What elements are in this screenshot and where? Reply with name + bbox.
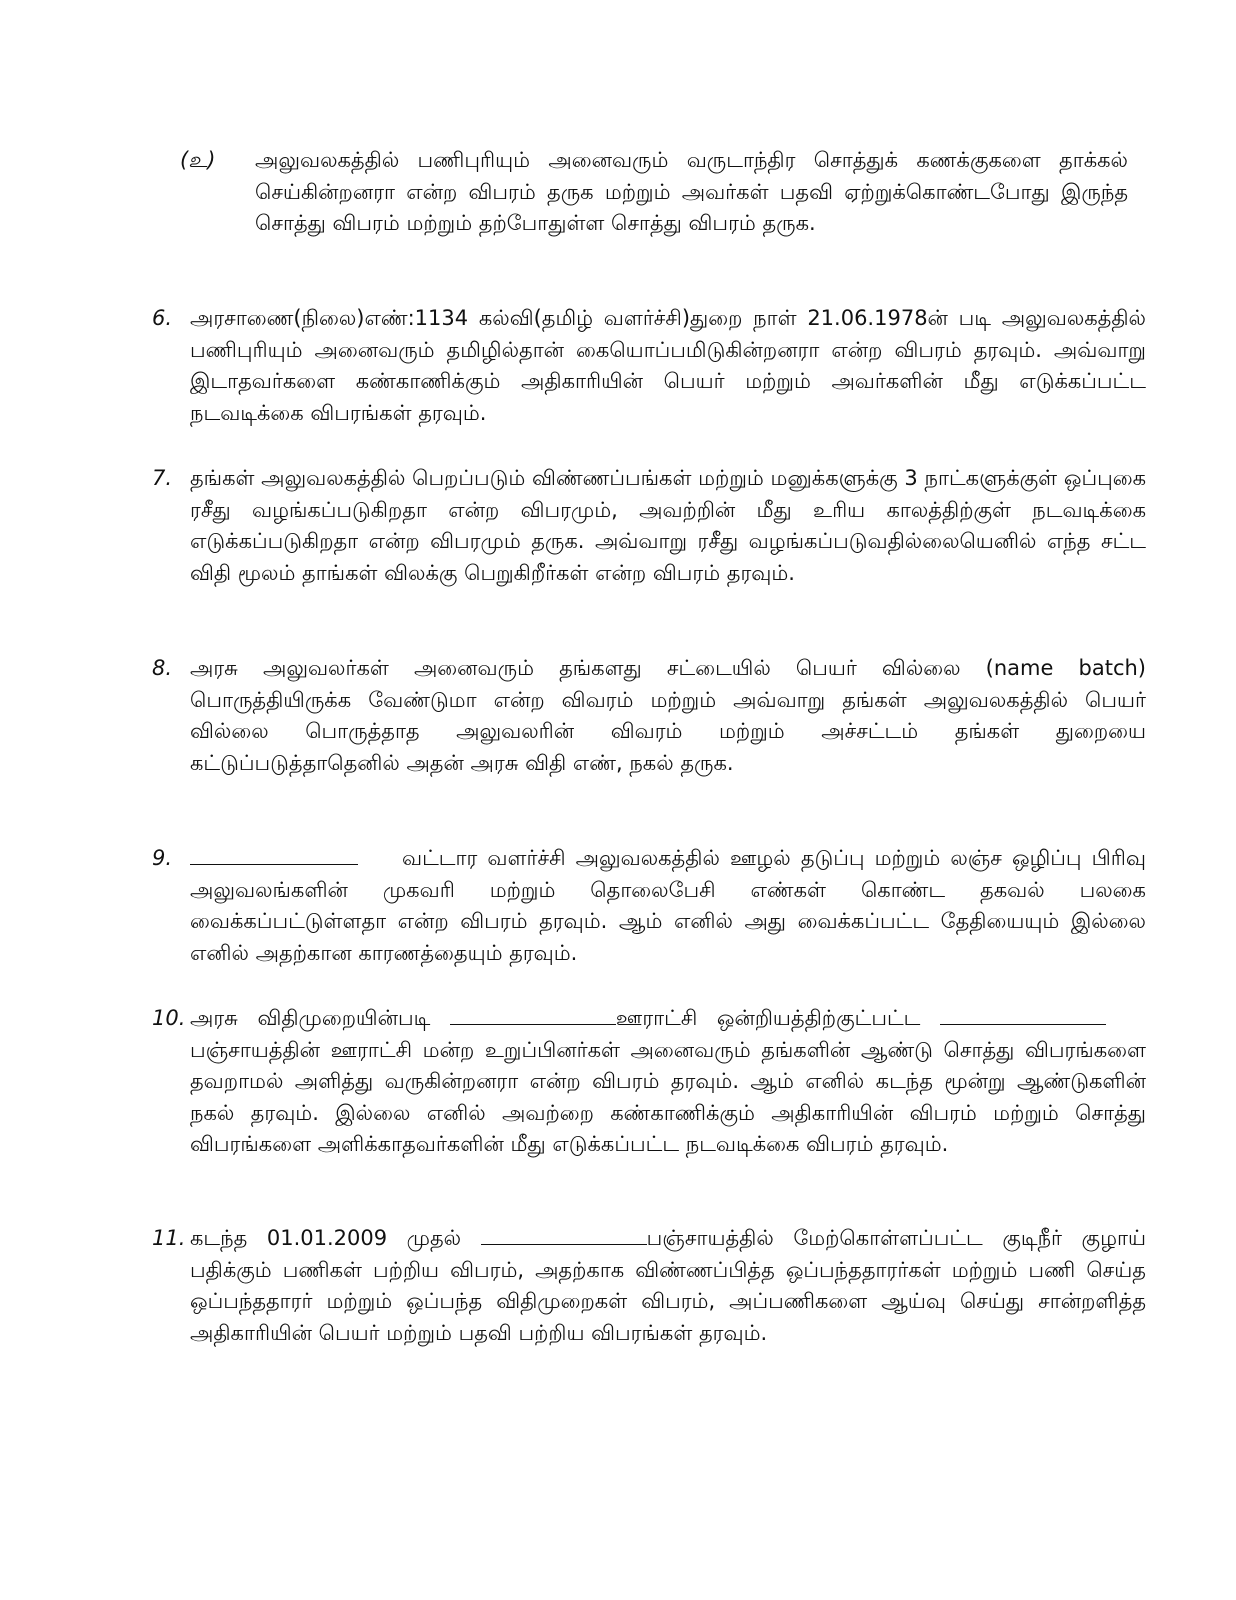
item-text-part: அரசு விதிமுறையின்படி [190,1006,431,1030]
item-marker: 11. [152,1226,186,1250]
item-marker: 10. [152,1006,186,1030]
list-item-9 [152,843,1146,969]
item-text: அரசாணை(நிலை)எண்:1134 கல்வி(தமிழ் வளர்ச்சி)துறை நாள் 21.06.1978ன் படி அலுவலகத்தில் பணிபுரியும் அனைவரும் தமிழில்தான் கையொப்பமிடுகின்றனரா என்ற விபரம் தரவும். அவ்வாறு இடாதவர்களை கண்காணிக்கும் அதிகாரியின் பெயர் மற்றும் அவர்களின் மீது எடுக்கப்பட்ட நடவடிக்கை விபரங்கள் தரவும். [190,306,1146,425]
item-text-part: கடந்த 01.01.2009 முதல் [190,1226,462,1250]
item-marker: 9. [152,846,173,870]
fill-in-blank [450,1004,616,1025]
item-text [190,1003,1146,1161]
item-text-part: பஞ்சாயத்தின் ஊராட்சி மன்ற உறுப்பினர்கள் அனைவரும் தங்களின் ஆண்டு சொத்து விபரங்களை தவறாமல் அளித்து வருகின்றனரா என்ற விபரம் தரவும். ஆம் எனில் கடந்த மூன்று ஆண்டுகளின் நகல் தரவும். இல்லை எனில் அவற்றை கண்காணிக்கும் அதிகாரியின் விபரம் மற்றும் சொத்து விபரங்களை அளிக்காதவர்களின் மீது எடுக்கப்பட்ட நடவடிக்கை விபரம் தரவும். [190,1037,1146,1156]
item-text [190,1223,1146,1349]
item-marker: (உ) [180,148,216,172]
list-item-8 [152,653,1146,779]
item-text-part: ஊராட்சி ஒன்றியத்திற்குட்பட்ட [615,1006,921,1030]
item-text: அலுவலகத்தில் பணிபுரியும் அனைவரும் வருடாந்திர சொத்துக் கணக்குகளை தாக்கல் செய்கின்றனரா என்ற விபரம் தருக மற்றும் அவர்கள் பதவி ஏற்றுக்கொண்டபோது இருந்த சொத்து விபரம் மற்றும் தற்போதுள்ள சொத்து விபரம் தருக. [255,148,1128,235]
item-marker: 6. [152,306,173,330]
item-text: தங்கள் அலுவலகத்தில் பெறப்படும் விண்ணப்பங்கள் மற்றும் மனுக்களுக்கு 3 நாட்களுக்குள் ஒப்புகை ரசீது வழங்கப்படுகிறதா என்ற விபரமும், அவற்றின் மீது உரிய காலத்திற்குள் நடவடிக்கை எடுக்கப்படுகிறதா என்ற விபரமும் தருக. அவ்வாறு ரசீது வழங்கப்படுவதில்லையெனில் எந்த சட்ட விதி மூலம் தாங்கள் விலக்கு பெறுகிறீர்கள் என்ற விபரம் தரவும். [190,466,1146,585]
fill-in-blank [190,844,358,865]
item-text: அரசு அலுவலர்கள் அனைவரும் தங்களது சட்டையில் பெயர் வில்லை (name batch) பொருத்தியிருக்க வேண்டுமா என்ற விவரம் மற்றும் அவ்வாறு தங்கள் அலுவலகத்தில் பெயர் வில்லை பொருத்தாத அலுவலரின் விவரம் மற்றும் அச்சட்டம் தங்கள் துறையை கட்டுப்படுத்தாதெனில் அதன் அரசு விதி எண், நகல் தருக. [190,656,1146,775]
item-text [190,843,1146,969]
item-marker: 7. [152,466,173,490]
item-text-part: வட்டார வளர்ச்சி அலுவலகத்தில் ஊழல் தடுப்பு மற்றும் லஞ்ச ஒழிப்பு பிரிவு அலுவலங்களின் முகவரி மற்றும் தொலைபேசி எண்கள் கொண்ட தகவல் பலகை வைக்கப்பட்டுள்ளதா என்ற விபரம் தரவும். ஆம் எனில் அது வைக்கப்பட்ட தேதியையும் இல்லை எனில் அதற்கான காரணத்தையும் தரவும். [190,846,1146,965]
item-marker: 8. [152,656,173,680]
list-item-7 [152,463,1146,589]
fill-in-blank [481,1224,647,1245]
item-text-part: பஞ்சாயத்தில் மேற்கொள்ளப்பட்ட குடிநீர் குழாய் பதிக்கும் பணிகள் பற்றிய விபரம், அதற்காக விண்ணப்பித்த ஒப்பந்ததாரர்கள் மற்றும் பணி செய்த ஒப்பந்ததாரர் மற்றும் ஒப்பந்த விதிமுறைகள் விபரம், அப்பணிகளை ஆய்வு செய்து சான்றளித்த அதிகாரியின் பெயர் மற்றும் பதவி பற்றிய விபரங்கள் தரவும். [190,1226,1146,1345]
fill-in-blank [940,1004,1106,1025]
list-item-6 [152,303,1146,429]
list-item-10 [152,1003,1146,1161]
list-item-u [180,145,1128,240]
list-item-11 [152,1223,1146,1349]
